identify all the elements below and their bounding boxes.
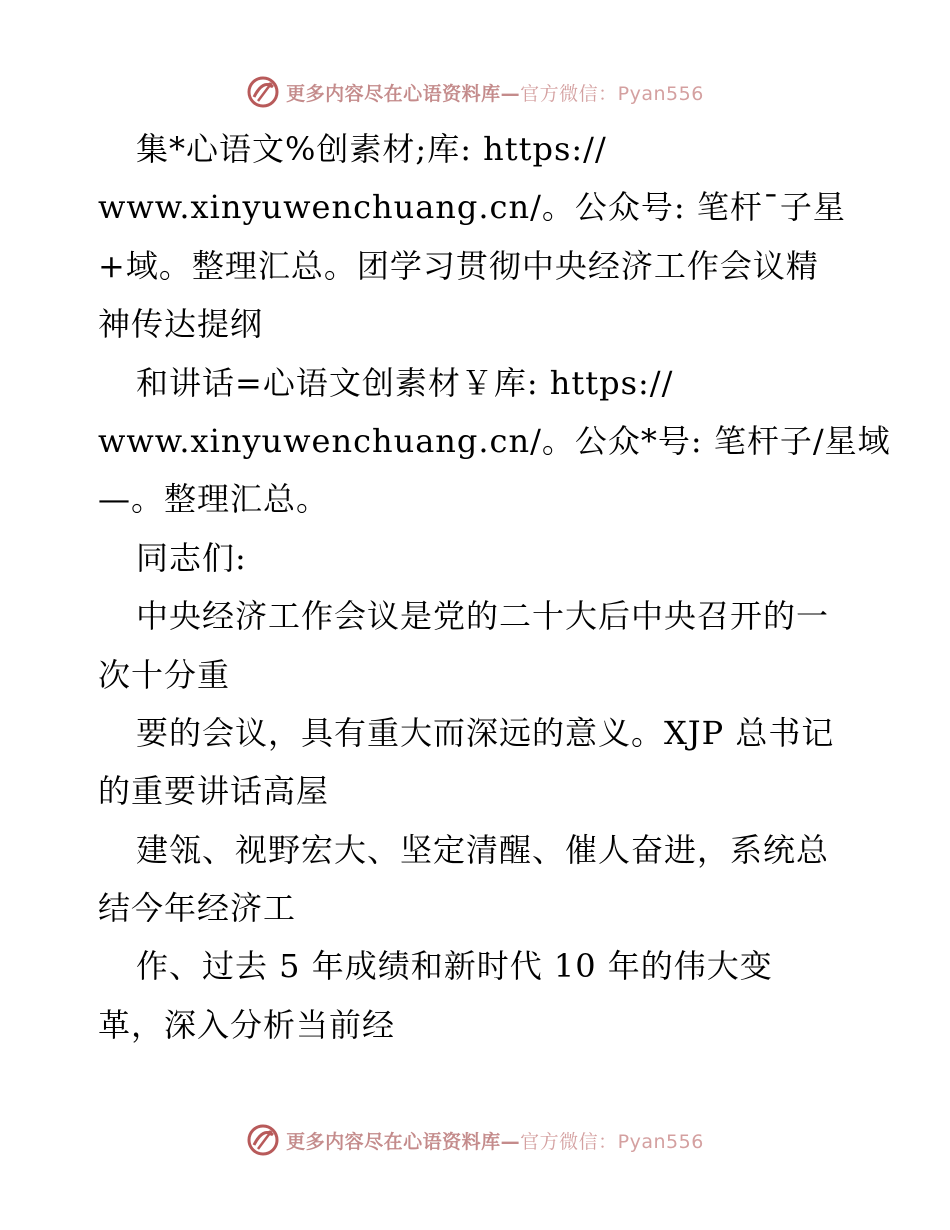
- banner-title: 更多内容尽在心语资料库—: [286, 82, 521, 105]
- banner-wechat: 官方微信：Pyan556: [520, 1130, 704, 1153]
- text-line: 神传达提纲: [98, 305, 264, 344]
- text-line: 次十分重: [98, 655, 231, 694]
- text-line: 集*心语文%创素材;库: https://: [136, 130, 607, 168]
- header-banner: [0, 72, 950, 112]
- banner-wechat: 官方微信：Pyan556: [520, 82, 704, 105]
- text-line: 要的会议，具有重大而深远的意义。XJP 总书记: [136, 713, 835, 752]
- text-line: 中央经济工作会议是党的二十大后中央召开的一: [136, 597, 830, 636]
- text-line: 革，深入分析当前经: [98, 1005, 396, 1044]
- text-line: +域。整理汇总。团学习贯彻中央经济工作会议精: [98, 246, 819, 285]
- text-line: 建瓴、视野宏大、坚定清醒、催人奋进，系统总: [136, 830, 830, 869]
- text-line: 作、过去 5 年成绩和新时代 10 年的伟大变: [136, 947, 773, 986]
- logo-icon: [246, 75, 280, 109]
- banner-title: 更多内容尽在心语资料库—: [286, 1130, 521, 1153]
- text-line: 和讲话=心语文创素材￥库: https://: [136, 363, 674, 402]
- document-body: [98, 120, 891, 1054]
- text-line: 的重要讲话高屋: [98, 772, 330, 811]
- text-line: 同志们:: [136, 538, 247, 577]
- text-line: www.xinyuwenchuang.cn/。公众号: 笔杆¯子星: [98, 188, 846, 227]
- footer-banner: [0, 1120, 950, 1160]
- text-line: —。整理汇总。: [98, 480, 330, 519]
- logo-icon: [246, 1123, 280, 1157]
- text-line: 结今年经济工: [98, 889, 297, 928]
- text-line: www.xinyuwenchuang.cn/。公众*号: 笔杆子/星域: [98, 421, 891, 460]
